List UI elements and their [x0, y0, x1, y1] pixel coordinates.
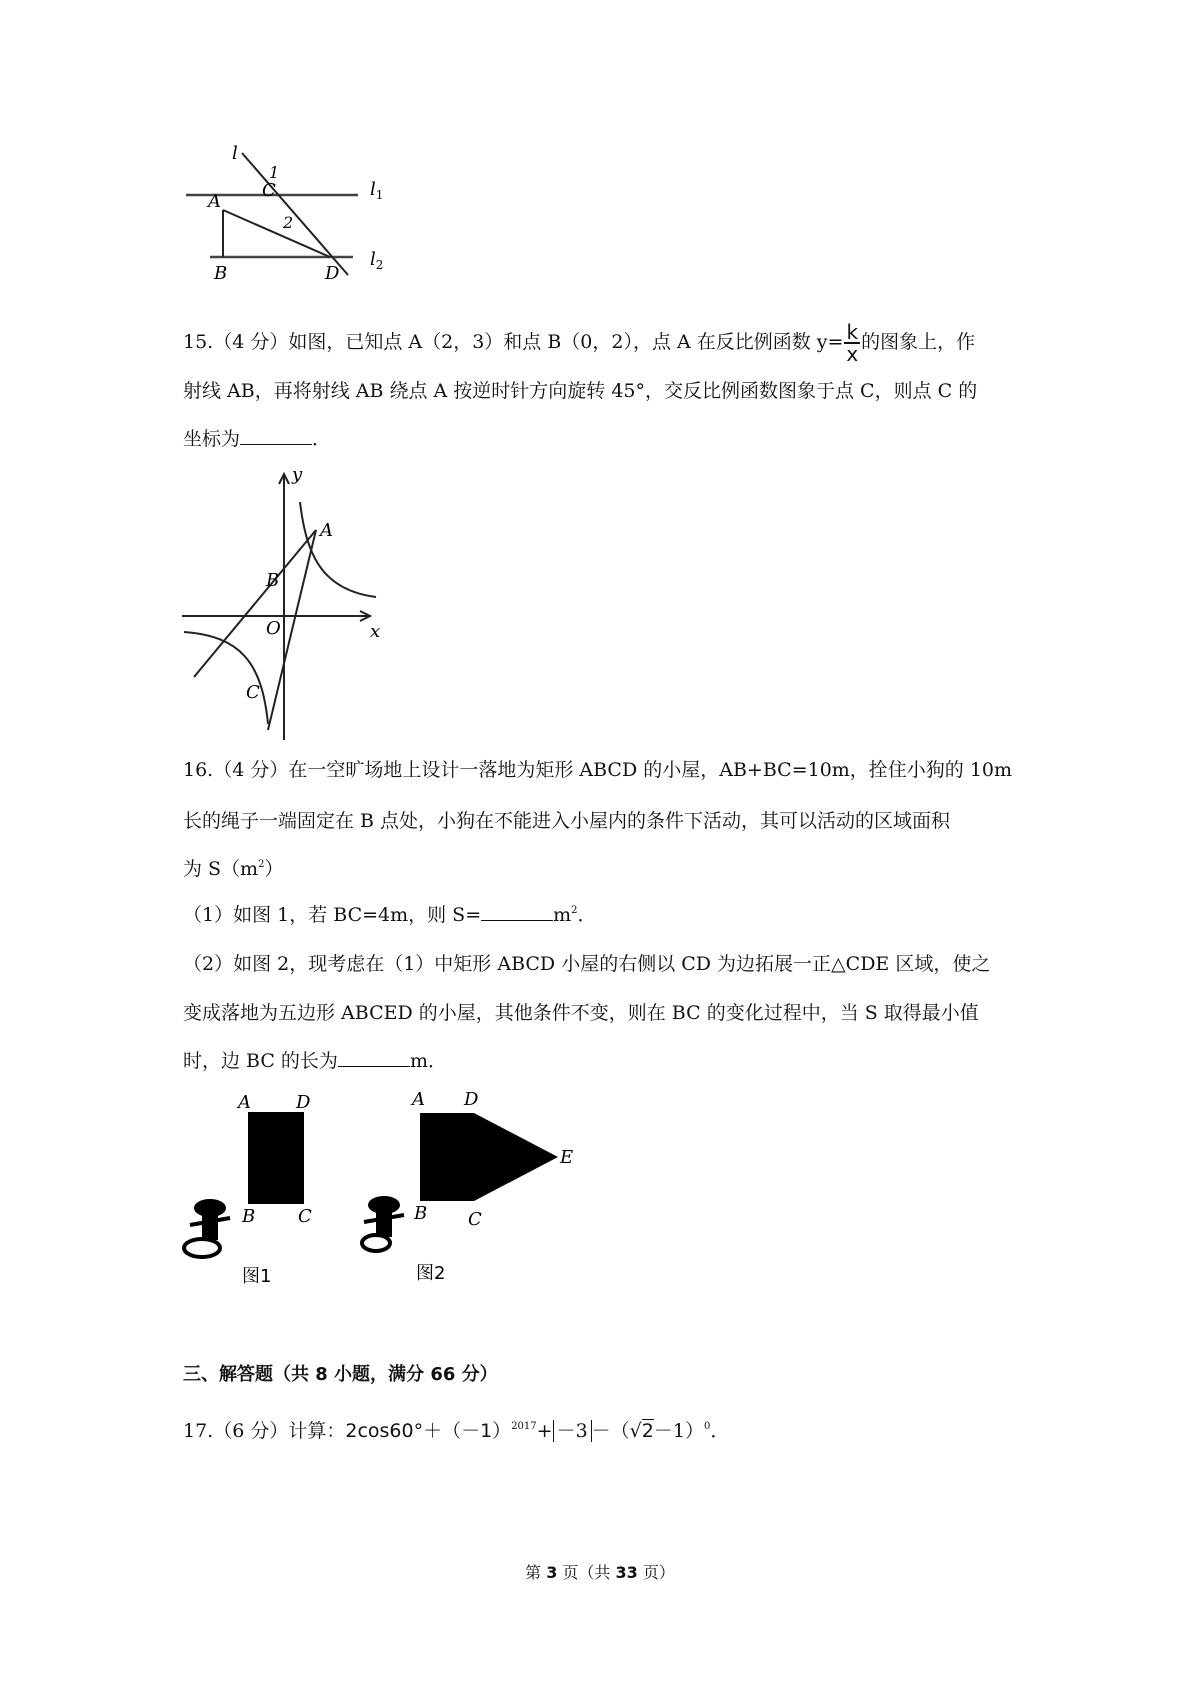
- fig2-label-A: A: [412, 1089, 425, 1110]
- figure-hyperbola: [180, 462, 390, 742]
- fig2-label-C: C: [468, 1209, 482, 1230]
- figure-2-pentagon-house: [360, 1085, 580, 1285]
- section-heading: 三、解答题（共 8 小题，满分 66 分）: [183, 1364, 498, 1385]
- fig2-label-B: B: [414, 1203, 428, 1224]
- fig1-label-A: A: [238, 1092, 251, 1113]
- dog-icon: [184, 1199, 230, 1257]
- q15-line-2: 射线 AB，再将射线 AB 绕点 A 按逆时针方向旋转 45°，交反比例函数图象于点 C，则点 C 的: [183, 380, 978, 402]
- fig1-caption: 图1: [242, 1266, 272, 1287]
- axis-label-y: y: [292, 464, 303, 485]
- q15-line-1: 15.（4 分）如图，已知点 A（2，3）和点 B（0，2），点 A 在反比例函数 y= $\frac{k}{x}$ 的图象上，作: [183, 320, 976, 366]
- point-label-C: C: [246, 682, 260, 703]
- origin-label-O: O: [266, 618, 281, 639]
- label-l: l: [232, 145, 238, 164]
- axis-label-x: x: [370, 621, 381, 642]
- figure-parallel-lines: [180, 145, 410, 295]
- label-A: A: [208, 191, 221, 212]
- point-label-B: B: [266, 570, 280, 591]
- dog-icon: [362, 1196, 404, 1251]
- label-C: C: [262, 180, 276, 201]
- fig1-label-B: B: [242, 1206, 256, 1227]
- q16-line-4: （1）如图 1，若 BC=4m，则 $S= m^2$．: [183, 904, 597, 926]
- fig2-label-D: D: [464, 1089, 479, 1110]
- figure-1-rectangle-house: [180, 1090, 340, 1290]
- label-l1: $l_1$: [370, 179, 384, 202]
- q16-line-3: 为 $S(m^2)$: [183, 858, 284, 880]
- label-angle-2: 2: [283, 213, 294, 232]
- q16-line-1: 16.（4 分）在一空旷场地上设计一落地为矩形 ABCD 的小屋，AB+BC=10m，拴住小狗的 10m: [183, 759, 1013, 781]
- label-D: D: [325, 263, 340, 284]
- answer-blank-q16-1: [481, 902, 553, 921]
- fig1-label-D: D: [296, 1092, 311, 1113]
- page-footer: 第 3 页（共 33 页）: [525, 1563, 675, 1582]
- label-l2: $l_2$: [370, 249, 384, 272]
- q16-line-5: （2）如图 2，现考虑在（1）中矩形 ABCD 小屋的右侧以 CD 为边拓展一正△CDE 区域，使之: [183, 953, 991, 975]
- fraction-k-over-x: $\frac{k}{x}$: [846, 320, 859, 366]
- q16-line-2: 长的绳子一端固定在 B 点处，小狗在不能进入小屋内的条件下活动，其可以活动的区域面积: [183, 810, 951, 832]
- q17-line: 17.（6 分）计算：$2\cos 60^\circ+(-1)^{2017}+ -3 -(√2-1)^0$．: [183, 1420, 730, 1442]
- fig2-label-E: E: [560, 1147, 574, 1168]
- answer-blank-q16-2: [338, 1048, 410, 1067]
- label-B: B: [214, 263, 228, 284]
- fig2-caption: 图2: [416, 1263, 446, 1284]
- q16-line-7: 时，边 BC 的长为 m．: [183, 1050, 447, 1072]
- q15-line-3: 坐标为 ．: [183, 428, 332, 450]
- absolute-value: －3: [553, 1420, 592, 1442]
- page-number: 3: [546, 1563, 558, 1582]
- fig1-label-C: C: [298, 1206, 312, 1227]
- label-angle-1: 1: [269, 163, 280, 182]
- point-label-A: A: [320, 520, 333, 541]
- square-root: √2: [629, 1420, 654, 1442]
- page-total: 33: [615, 1563, 638, 1582]
- answer-blank-q15: [240, 426, 312, 445]
- q16-line-6: 变成落地为五边形 ABCED 的小屋，其他条件不变，则在 BC 的变化过程中，当 S 取得最小值: [183, 1002, 979, 1024]
